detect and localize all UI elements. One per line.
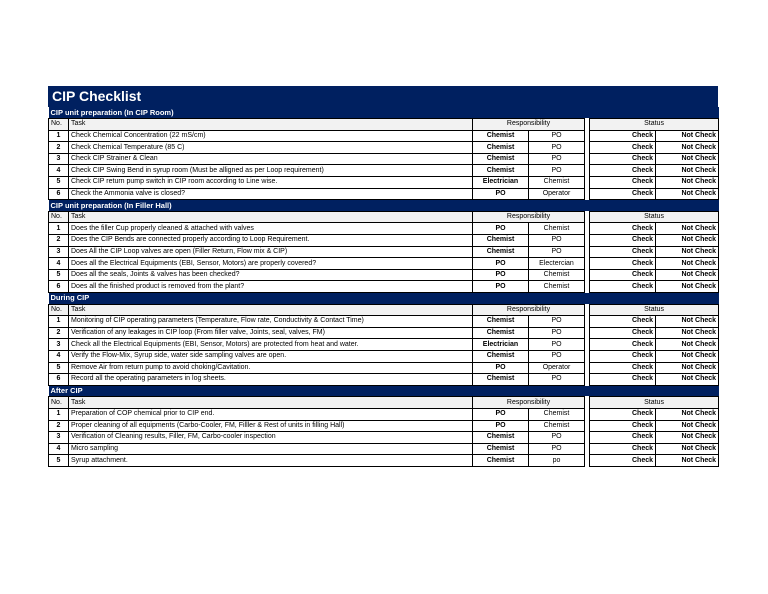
status-check[interactable]: Check — [590, 443, 656, 455]
task-text: Preparation of COP chemical prior to CIP end. — [69, 408, 473, 420]
responsible-primary: Chemist — [473, 327, 529, 339]
responsible-primary: Chemist — [473, 246, 529, 258]
task-text: Check Chemical Concentration (22 mS/cm) — [69, 130, 473, 142]
task-text: Does all the seals, Joints & valves has been checked? — [69, 269, 473, 281]
column-header-row — [49, 304, 719, 316]
status-check[interactable]: Check — [590, 130, 656, 142]
header-task: Task — [69, 119, 473, 131]
task-text: Check the Ammonia valve is closed? — [69, 188, 473, 200]
responsible-primary: Chemist — [473, 165, 529, 177]
task-text: Monitoring of CIP operating parameters (Temperature, Flow rate, Conductivity & Contact Time) — [69, 316, 473, 328]
section-header — [49, 293, 719, 305]
header-task: Task — [69, 304, 473, 316]
status-not-check[interactable]: Not Check — [656, 443, 719, 455]
row-number: 4 — [49, 443, 69, 455]
status-not-check[interactable]: Not Check — [656, 350, 719, 362]
task-text: Proper cleaning of all equipments (Carbo-Cooler, FM, Filller & Rest of units in filling Hall) — [69, 420, 473, 432]
status-check[interactable]: Check — [590, 281, 656, 293]
row-number: 4 — [49, 258, 69, 270]
table-row — [49, 142, 719, 154]
status-check[interactable]: Check — [590, 316, 656, 328]
status-not-check[interactable]: Not Check — [656, 327, 719, 339]
task-text: Check CIP Swing Bend in syrup room (Must be alligned as per Loop requirement) — [69, 165, 473, 177]
table-row — [49, 432, 719, 444]
status-check[interactable]: Check — [590, 165, 656, 177]
status-check[interactable]: Check — [590, 408, 656, 420]
row-number: 5 — [49, 362, 69, 374]
status-check[interactable]: Check — [590, 235, 656, 247]
status-not-check[interactable]: Not Check — [656, 316, 719, 328]
row-number: 3 — [49, 153, 69, 165]
responsible-secondary: PO — [529, 165, 585, 177]
responsible-primary: Chemist — [473, 142, 529, 154]
status-check[interactable]: Check — [590, 177, 656, 189]
row-number: 1 — [49, 223, 69, 235]
task-text: Check CIP Strainer & Clean — [69, 153, 473, 165]
responsible-secondary: Electercian — [529, 258, 585, 270]
responsible-primary: Electrician — [473, 339, 529, 351]
status-check[interactable]: Check — [590, 269, 656, 281]
task-text: Verify the Flow-Mix, Syrup side, water side sampling valves are open. — [69, 350, 473, 362]
responsible-secondary: Chemist — [529, 223, 585, 235]
row-number: 2 — [49, 235, 69, 247]
row-number: 3 — [49, 339, 69, 351]
status-check[interactable]: Check — [590, 455, 656, 467]
header-responsibility: Responsibility — [473, 397, 585, 409]
table-row — [49, 153, 719, 165]
responsible-secondary: Operator — [529, 362, 585, 374]
task-text: Check all the Electrical Equipments (EBI, Sensor, Motors) are protected from heat and water. — [69, 339, 473, 351]
task-text: Syrup attachment. — [69, 455, 473, 467]
status-not-check[interactable]: Not Check — [656, 188, 719, 200]
section-title: CIP unit preparation (In CIP Room) — [49, 107, 719, 119]
task-text: Does the filler Cup properly cleaned & attached with valves — [69, 223, 473, 235]
table-row — [49, 165, 719, 177]
header-task: Task — [69, 397, 473, 409]
responsible-secondary: PO — [529, 153, 585, 165]
table-row — [49, 188, 719, 200]
responsible-secondary: PO — [529, 432, 585, 444]
task-text: Remove Air from return pump to avoid choking/Cavitation. — [69, 362, 473, 374]
task-text: Verification of Cleaning results, Filler, FM, Carbo-cooler inspection — [69, 432, 473, 444]
column-header-row — [49, 119, 719, 131]
responsible-primary: Chemist — [473, 153, 529, 165]
header-task: Task — [69, 211, 473, 223]
table-row — [49, 374, 719, 386]
responsible-secondary: Operator — [529, 188, 585, 200]
responsible-secondary: PO — [529, 246, 585, 258]
responsible-primary: Chemist — [473, 443, 529, 455]
responsible-primary: PO — [473, 269, 529, 281]
table-row — [49, 177, 719, 189]
task-text: Does the CIP Bends are connected properly according to Loop Requirement. — [69, 235, 473, 247]
table-row — [49, 316, 719, 328]
section-title: After CIP — [49, 385, 719, 397]
status-not-check[interactable]: Not Check — [656, 339, 719, 351]
status-not-check[interactable]: Not Check — [656, 362, 719, 374]
header-responsibility: Responsibility — [473, 119, 585, 131]
section-header — [49, 107, 719, 119]
status-check[interactable]: Check — [590, 362, 656, 374]
row-number: 5 — [49, 177, 69, 189]
responsible-secondary: PO — [529, 350, 585, 362]
table-row — [49, 246, 719, 258]
section-header — [49, 200, 719, 212]
responsible-secondary: Chemist — [529, 408, 585, 420]
responsible-primary: PO — [473, 188, 529, 200]
status-not-check[interactable]: Not Check — [656, 281, 719, 293]
status-check[interactable]: Check — [590, 223, 656, 235]
status-not-check[interactable]: Not Check — [656, 246, 719, 258]
row-number: 5 — [49, 269, 69, 281]
responsible-primary: Chemist — [473, 432, 529, 444]
task-text: Does all the Electrical Equipments (EBI, Sensor, Motors) are properly covered? — [69, 258, 473, 270]
responsible-secondary: Chemist — [529, 420, 585, 432]
page-title: CIP Checklist — [48, 86, 718, 107]
table-row — [49, 327, 719, 339]
row-number: 5 — [49, 455, 69, 467]
status-not-check[interactable]: Not Check — [656, 269, 719, 281]
table-row — [49, 408, 719, 420]
table-row — [49, 420, 719, 432]
responsible-primary: PO — [473, 362, 529, 374]
header-no: No. — [49, 304, 69, 316]
responsible-secondary: po — [529, 455, 585, 467]
status-not-check[interactable]: Not Check — [656, 130, 719, 142]
table-row — [49, 455, 719, 467]
row-number: 4 — [49, 350, 69, 362]
header-no: No. — [49, 211, 69, 223]
responsible-secondary: PO — [529, 443, 585, 455]
table-row — [49, 235, 719, 247]
row-number: 1 — [49, 130, 69, 142]
row-number: 1 — [49, 316, 69, 328]
responsible-primary: Electrician — [473, 177, 529, 189]
status-not-check[interactable]: Not Check — [656, 374, 719, 386]
header-status: Status — [590, 304, 719, 316]
responsible-primary: PO — [473, 223, 529, 235]
responsible-secondary: PO — [529, 142, 585, 154]
task-text: Check Chemical Temperature (85 C) — [69, 142, 473, 154]
responsible-secondary: Chemist — [529, 269, 585, 281]
status-not-check[interactable]: Not Check — [656, 455, 719, 467]
status-not-check[interactable]: Not Check — [656, 223, 719, 235]
responsible-primary: PO — [473, 258, 529, 270]
row-number: 3 — [49, 246, 69, 258]
status-check[interactable]: Check — [590, 374, 656, 386]
table-row — [49, 258, 719, 270]
status-not-check[interactable]: Not Check — [656, 177, 719, 189]
row-number: 2 — [49, 420, 69, 432]
column-header-row — [49, 211, 719, 223]
table-row — [49, 269, 719, 281]
task-text: Does All the CIP Loop valves are open (Filler Return, Flow mix & CIP) — [69, 246, 473, 258]
row-number: 3 — [49, 432, 69, 444]
task-text: Record all the operating parameters in log sheets. — [69, 374, 473, 386]
status-check[interactable]: Check — [590, 258, 656, 270]
responsible-primary: Chemist — [473, 235, 529, 247]
responsible-secondary: Chemist — [529, 281, 585, 293]
header-status: Status — [590, 119, 719, 131]
task-text: Check CIP return pump switch in CIP room according to Line wise. — [69, 177, 473, 189]
table-row — [49, 223, 719, 235]
status-check[interactable]: Check — [590, 246, 656, 258]
status-check[interactable]: Check — [590, 350, 656, 362]
task-text: Verification of any leakages in CIP loop (From filler valve, Joints, seal, valves, FM) — [69, 327, 473, 339]
row-number: 6 — [49, 281, 69, 293]
header-status: Status — [590, 211, 719, 223]
responsible-secondary: PO — [529, 316, 585, 328]
row-number: 6 — [49, 188, 69, 200]
header-no: No. — [49, 119, 69, 131]
responsible-secondary: PO — [529, 327, 585, 339]
status-check[interactable]: Check — [590, 327, 656, 339]
table-row — [49, 443, 719, 455]
responsible-secondary: PO — [529, 374, 585, 386]
responsible-primary: PO — [473, 408, 529, 420]
responsible-primary: Chemist — [473, 316, 529, 328]
responsible-secondary: PO — [529, 130, 585, 142]
status-check[interactable]: Check — [590, 188, 656, 200]
table-row — [49, 362, 719, 374]
table-row — [49, 339, 719, 351]
status-not-check[interactable]: Not Check — [656, 165, 719, 177]
table-row — [49, 281, 719, 293]
header-responsibility: Responsibility — [473, 211, 585, 223]
table-row — [49, 130, 719, 142]
status-not-check[interactable]: Not Check — [656, 142, 719, 154]
header-responsibility: Responsibility — [473, 304, 585, 316]
section-title: During CIP — [49, 293, 719, 305]
header-status: Status — [590, 397, 719, 409]
checklist-table — [48, 107, 719, 467]
responsible-secondary: PO — [529, 235, 585, 247]
status-check[interactable]: Check — [590, 432, 656, 444]
responsible-secondary: Chemist — [529, 177, 585, 189]
responsible-primary: PO — [473, 281, 529, 293]
responsible-primary: Chemist — [473, 130, 529, 142]
checklist-sheet — [48, 86, 718, 467]
responsible-primary: Chemist — [473, 350, 529, 362]
task-text: Does all the finished product is removed from the plant? — [69, 281, 473, 293]
status-check[interactable]: Check — [590, 339, 656, 351]
row-number: 1 — [49, 408, 69, 420]
table-row — [49, 350, 719, 362]
row-number: 6 — [49, 374, 69, 386]
row-number: 2 — [49, 142, 69, 154]
status-not-check[interactable]: Not Check — [656, 258, 719, 270]
column-header-row — [49, 397, 719, 409]
status-check[interactable]: Check — [590, 142, 656, 154]
section-title: CIP unit preparation (In Filler Hall) — [49, 200, 719, 212]
section-header — [49, 385, 719, 397]
responsible-primary: Chemist — [473, 455, 529, 467]
status-not-check[interactable]: Not Check — [656, 408, 719, 420]
responsible-primary: PO — [473, 420, 529, 432]
status-check[interactable]: Check — [590, 153, 656, 165]
status-not-check[interactable]: Not Check — [656, 432, 719, 444]
task-text: Micro sampling — [69, 443, 473, 455]
row-number: 2 — [49, 327, 69, 339]
responsible-primary: Chemist — [473, 374, 529, 386]
status-check[interactable]: Check — [590, 420, 656, 432]
status-not-check[interactable]: Not Check — [656, 153, 719, 165]
status-not-check[interactable]: Not Check — [656, 420, 719, 432]
status-not-check[interactable]: Not Check — [656, 235, 719, 247]
row-number: 4 — [49, 165, 69, 177]
header-no: No. — [49, 397, 69, 409]
responsible-secondary: PO — [529, 339, 585, 351]
